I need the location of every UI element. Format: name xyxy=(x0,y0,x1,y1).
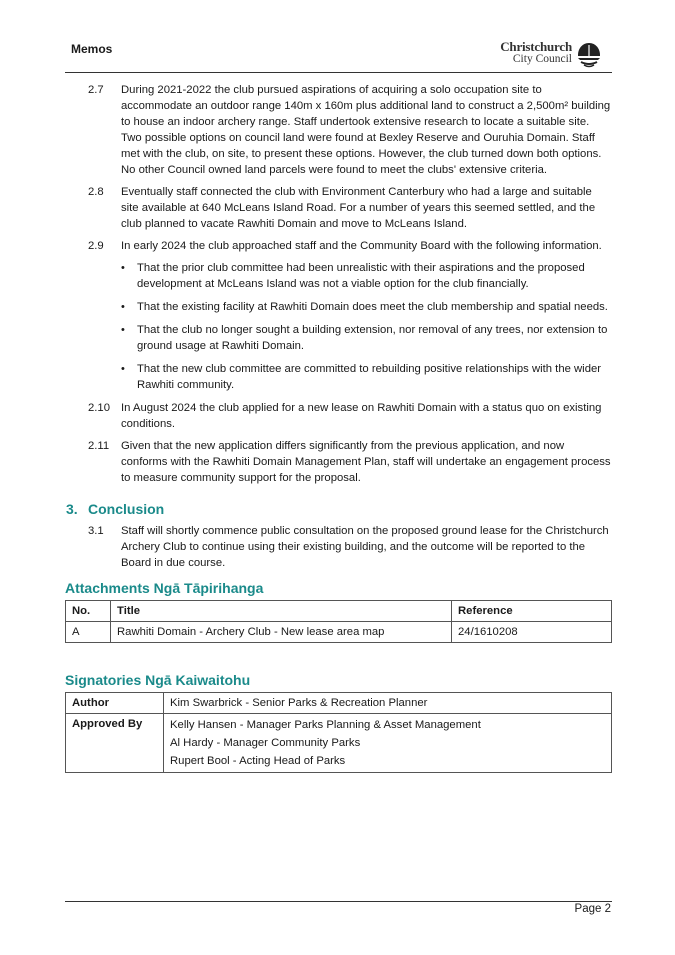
paragraph-number: 2.9 xyxy=(88,240,104,252)
header-label: Memos xyxy=(71,42,113,56)
council-emblem-icon xyxy=(576,42,602,68)
column-header-no: No. xyxy=(66,601,111,622)
paragraph-number: 3.1 xyxy=(88,525,104,537)
footer-rule xyxy=(65,901,612,902)
paragraph-number: 2.7 xyxy=(88,84,104,96)
approver-3: Rupert Bool - Acting Head of Parks xyxy=(170,755,346,767)
conclusion-paragraph xyxy=(88,523,611,571)
conclusion-title: Conclusion xyxy=(88,501,165,517)
bullet-list xyxy=(137,260,612,393)
list-item: • That the new club committee are committed to rebuilding positive relationships with the wider Rawhiti community. xyxy=(137,361,612,393)
signatories-heading: Signatories Ngā Kaiwaitohu xyxy=(65,672,251,688)
signatories-table xyxy=(65,692,612,773)
logo-line1: Christchurch xyxy=(500,39,572,54)
attachment-reference: 24/1610208 xyxy=(452,622,612,643)
paragraph-group-b xyxy=(0,400,675,486)
approver-1: Kelly Hansen - Manager Parks Planning & Asset Management xyxy=(170,719,481,731)
numbered-paragraph xyxy=(88,82,611,178)
list-item: • That the existing facility at Rawhiti Domain does meet the club membership and spatial needs. xyxy=(137,299,612,315)
author-label: Author xyxy=(66,693,164,714)
logo-line2: City Council xyxy=(512,53,572,65)
list-item: • That the club no longer sought a building extension, nor removal of any trees, nor extension to ground usage at Rawhiti Domain. xyxy=(137,322,612,354)
attachment-title: Rawhiti Domain - Archery Club - New lease area map xyxy=(111,622,452,643)
author-value: Kim Swarbrick - Senior Parks & Recreation Planner xyxy=(164,693,612,714)
table-row xyxy=(66,693,612,714)
paragraph-group-a xyxy=(0,82,675,254)
attachment-no: A xyxy=(66,622,111,643)
numbered-paragraph xyxy=(88,400,611,432)
memo-body xyxy=(0,82,675,773)
paragraph-text: In August 2024 the club applied for a new lease on Rawhiti Domain with a status quo on existing conditions. xyxy=(121,402,602,430)
conclusion-number: 3. xyxy=(66,501,78,517)
table-row xyxy=(66,622,612,643)
paragraph-number: 2.8 xyxy=(88,186,104,198)
numbered-paragraph xyxy=(88,438,611,486)
column-header-reference: Reference xyxy=(452,601,612,622)
conclusion-heading xyxy=(66,500,675,518)
paragraph-text: Eventually staff connected the club with Environment Canterbury who had a large and suitable site available at 640 McLeans Island Road. For a number of years this seemed settled, and the club planned to vacate Rawhiti Domain and move to McLeans Island. xyxy=(121,186,596,230)
approved-values xyxy=(164,714,612,773)
page-number: Page 2 xyxy=(574,903,611,915)
attachments-table xyxy=(65,600,612,643)
paragraph-text: Staff will shortly commence public consultation on the proposed ground lease for the Christchurch Archery Club to continue using their existing building, and the outcome will be reported to the Board in due course. xyxy=(121,525,609,569)
numbered-paragraph xyxy=(88,184,611,232)
table-row xyxy=(66,714,612,773)
paragraph-text: Given that the new application differs significantly from the previous application, and now conforms with the Rawhiti Domain Management Plan, staff will undertake an engagement process to measure community support for the proposal. xyxy=(121,440,611,484)
council-logo xyxy=(498,41,602,69)
approver-2: Al Hardy - Manager Community Parks xyxy=(170,737,361,749)
logo-text xyxy=(500,41,572,65)
attachments-heading: Attachments Ngā Tāpirihanga xyxy=(65,580,264,596)
table-header-row xyxy=(66,601,612,622)
list-item: • That the prior club committee had been unrealistic with their aspirations and the proposed development at McLeans Island was not a viable option for the club financially. xyxy=(137,260,612,292)
paragraph-number: 2.10 xyxy=(88,402,110,414)
paragraph-number: 2.11 xyxy=(88,440,110,452)
approved-label: Approved By xyxy=(66,714,164,773)
header-rule xyxy=(65,72,612,73)
column-header-title: Title xyxy=(111,601,452,622)
paragraph-text: In early 2024 the club approached staff and the Community Board with the following information. xyxy=(121,240,602,252)
paragraph-text: During 2021-2022 the club pursued aspirations of acquiring a solo occupation site to accommodate an outdoor range 140m x 160m plus additional land to construct a 2,500m² building to house an indoor archery range. Staff undertook extensive research to locate a suitable site. Two possible options on council land were found at Bexley Reserve and Ouruhia Domain. Staff met with the club, on site, to present these options. However, the club turned down both options. No other Council owned land parcels were found to meet the clubs' extensive criteria. xyxy=(121,84,611,176)
numbered-paragraph xyxy=(88,238,611,254)
